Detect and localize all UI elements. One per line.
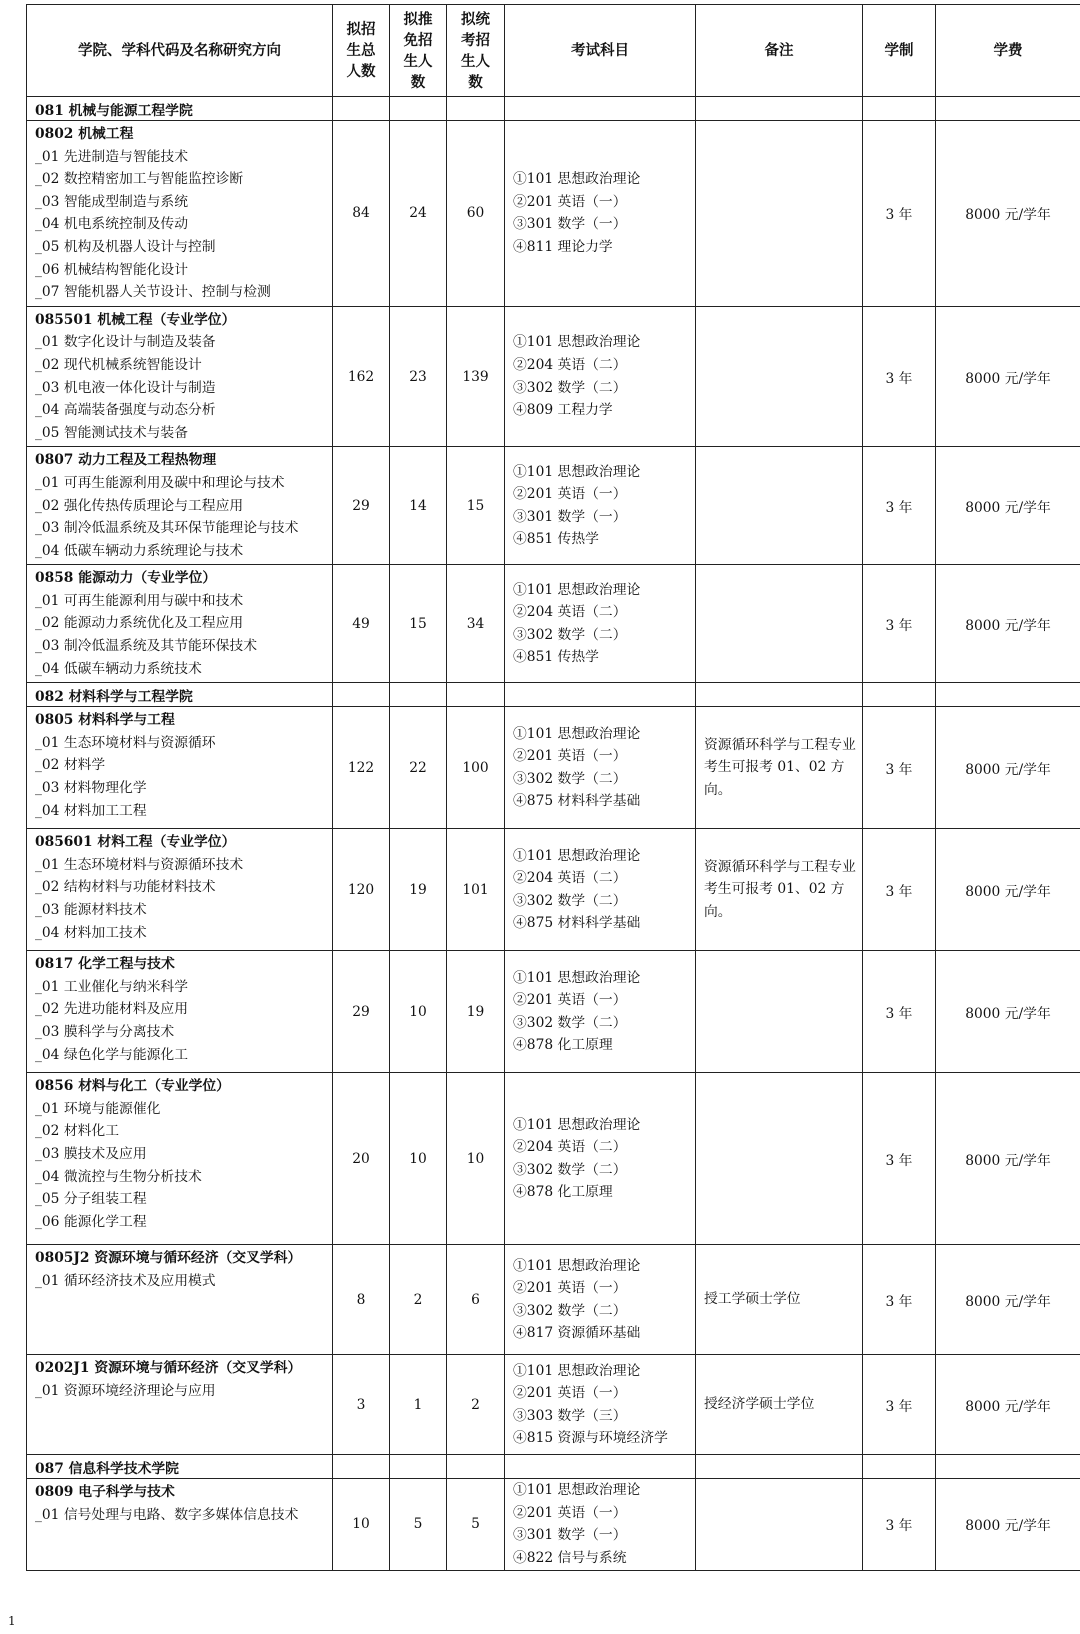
research-direction: _04 材料加工工程	[35, 802, 147, 819]
exam-subject: ④878 化工原理	[513, 1184, 613, 1201]
exam-subject: ②201 英语（一）	[513, 992, 627, 1009]
exam-subject: ③302 数学（二）	[513, 626, 627, 643]
duration-cell: 3 年	[863, 951, 936, 1073]
admissions-table	[26, 4, 1080, 1571]
notes-cell	[696, 1073, 863, 1245]
page-number: 1	[8, 1614, 16, 1628]
header-exempt: 拟推免招生人数	[390, 5, 447, 97]
tuition-cell: 8000 元/学年	[936, 121, 1080, 307]
notes-cell	[696, 951, 863, 1073]
exam-subject: ②204 英语（二）	[513, 356, 627, 373]
exam-subject: ②204 英语（二）	[513, 604, 627, 621]
notes-cell: 授工学硕士学位	[696, 1245, 863, 1355]
exam-subject: ③302 数学（二）	[513, 1161, 627, 1178]
total-count: 162	[333, 306, 390, 447]
empty-cell	[390, 97, 447, 121]
duration-cell: 3 年	[863, 306, 936, 447]
research-direction: _03 膜技术及应用	[35, 1146, 147, 1163]
duration-cell: 3 年	[863, 447, 936, 565]
exam-subjects-cell	[505, 829, 696, 951]
exam-subject: ①101 思想政治理论	[513, 463, 641, 480]
exam-subject: ②201 英语（一）	[513, 748, 627, 765]
exam-subject: ④817 资源循环基础	[513, 1325, 641, 1342]
program-cell	[27, 1479, 333, 1570]
exam-subject: ③302 数学（二）	[513, 1302, 627, 1319]
duration-cell: 3 年	[863, 829, 936, 951]
empty-cell	[863, 683, 936, 707]
research-direction: _05 智能测试技术与装备	[35, 424, 189, 441]
research-direction: _07 智能机器人关节设计、控制与检测	[35, 284, 271, 301]
tuition-cell: 8000 元/学年	[936, 951, 1080, 1073]
exam-subjects-cell	[505, 447, 696, 565]
exam-subject: ②201 英语（一）	[513, 1280, 627, 1297]
research-direction: _03 智能成型制造与系统	[35, 193, 189, 210]
program-title: 0805J2 资源环境与循环经济（交叉学科）	[35, 1250, 302, 1267]
tuition-cell: 8000 元/学年	[936, 306, 1080, 447]
empty-cell	[696, 683, 863, 707]
duration-cell: 3 年	[863, 121, 936, 307]
exam-subject: ④851 传热学	[513, 649, 599, 666]
exam-subjects-cell	[505, 951, 696, 1073]
program-row	[27, 707, 1080, 829]
duration-cell: 3 年	[863, 707, 936, 829]
exam-subject: ③301 数学（一）	[513, 216, 627, 233]
exam-count: 2	[447, 1355, 505, 1455]
research-direction: _03 机电液一体化设计与制造	[35, 379, 216, 396]
exam-subjects-cell	[505, 1355, 696, 1455]
tuition-cell: 8000 元/学年	[936, 1245, 1080, 1355]
empty-cell	[696, 97, 863, 121]
exam-subject: ③301 数学（一）	[513, 508, 627, 525]
exam-subject: ②201 英语（一）	[513, 1504, 627, 1521]
program-title: 0807 动力工程及工程热物理	[35, 452, 217, 469]
total-count: 20	[333, 1073, 390, 1245]
exam-subject: ②204 英语（二）	[513, 1139, 627, 1156]
exam-subject: ④809 工程力学	[513, 402, 613, 419]
research-direction: _01 可再生能源利用与碳中和技术	[35, 592, 244, 609]
exam-subject: ④875 材料科学基础	[513, 915, 641, 932]
exam-subject: ①101 思想政治理论	[513, 1257, 641, 1274]
research-direction: _01 生态环境材料与资源循环技术	[35, 856, 244, 873]
college-row	[27, 683, 1080, 707]
exam-subject: ①101 思想政治理论	[513, 1482, 641, 1499]
research-direction: _05 机构及机器人设计与控制	[35, 238, 216, 255]
exam-subject: ①101 思想政治理论	[513, 171, 641, 188]
exam-subjects-cell	[505, 121, 696, 307]
college-name: 087 信息科学技术学院	[27, 1455, 333, 1479]
program-row	[27, 306, 1080, 447]
program-row	[27, 1355, 1080, 1455]
notes-cell	[696, 447, 863, 565]
program-title: 0858 能源动力（专业学位）	[35, 570, 217, 587]
program-cell	[27, 951, 333, 1073]
exam-subject: ④815 资源与环境经济学	[513, 1430, 668, 1447]
header-tuition: 学费	[936, 5, 1080, 97]
program-cell	[27, 707, 333, 829]
exam-subject: ①101 思想政治理论	[513, 334, 641, 351]
research-direction: _04 绿色化学与能源化工	[35, 1046, 189, 1063]
header-duration: 学制	[863, 5, 936, 97]
notes-cell: 资源循环科学与工程专业考生可报考 01、02 方向。	[696, 829, 863, 951]
program-title: 0805 材料科学与工程	[35, 712, 175, 729]
tuition-cell: 8000 元/学年	[936, 565, 1080, 683]
exam-subjects-cell	[505, 1245, 696, 1355]
empty-cell	[333, 97, 390, 121]
header-row	[27, 5, 1080, 97]
program-cell	[27, 121, 333, 307]
program-row	[27, 447, 1080, 565]
program-row	[27, 121, 1080, 307]
notes-cell: 资源循环科学与工程专业考生可报考 01、02 方向。	[696, 707, 863, 829]
exam-subject: ①101 思想政治理论	[513, 1116, 641, 1133]
exam-count: 100	[447, 707, 505, 829]
program-row	[27, 1245, 1080, 1355]
research-direction: _03 制冷低温系统及其环保节能理论与技术	[35, 520, 299, 537]
exam-subject: ③302 数学（二）	[513, 892, 627, 909]
exam-subject: ①101 思想政治理论	[513, 581, 641, 598]
program-cell	[27, 565, 333, 683]
program-row	[27, 951, 1080, 1073]
exam-count: 60	[447, 121, 505, 307]
college-name: 082 材料科学与工程学院	[27, 683, 333, 707]
header-total: 拟招生总人数	[333, 5, 390, 97]
research-direction: _01 工业催化与纳米科学	[35, 978, 189, 995]
notes-cell	[696, 306, 863, 447]
tuition-cell: 8000 元/学年	[936, 829, 1080, 951]
program-title: 0817 化学工程与技术	[35, 956, 175, 973]
program-row	[27, 565, 1080, 683]
research-direction: _06 机械结构智能化设计	[35, 261, 189, 278]
empty-cell	[696, 1455, 863, 1479]
research-direction: _03 膜科学与分离技术	[35, 1024, 175, 1041]
program-title: 0856 材料与化工（专业学位）	[35, 1078, 230, 1095]
empty-cell	[863, 1455, 936, 1479]
empty-cell	[505, 97, 696, 121]
exam-subject: ①101 思想政治理论	[513, 847, 641, 864]
research-direction: _04 高端装备强度与动态分析	[35, 402, 216, 419]
notes-cell: 授经济学硕士学位	[696, 1355, 863, 1455]
exempt-count: 5	[390, 1479, 447, 1570]
tuition-cell: 8000 元/学年	[936, 447, 1080, 565]
notes-cell	[696, 121, 863, 307]
duration-cell: 3 年	[863, 1073, 936, 1245]
exam-count: 6	[447, 1245, 505, 1355]
exam-subject: ③302 数学（二）	[513, 770, 627, 787]
research-direction: _01 可再生能源利用及碳中和理论与技术	[35, 474, 285, 491]
empty-cell	[447, 1455, 505, 1479]
research-direction: _03 能源材料技术	[35, 902, 147, 919]
program-cell	[27, 1073, 333, 1245]
exam-subjects-cell	[505, 565, 696, 683]
program-cell	[27, 829, 333, 951]
duration-cell: 3 年	[863, 1245, 936, 1355]
empty-cell	[505, 1455, 696, 1479]
duration-cell: 3 年	[863, 565, 936, 683]
exam-subject: ②201 英语（一）	[513, 1385, 627, 1402]
exam-count: 101	[447, 829, 505, 951]
research-direction: _04 低碳车辆动力系统理论与技术	[35, 542, 244, 559]
research-direction: _01 循环经济技术及应用模式	[35, 1272, 216, 1289]
empty-cell	[505, 683, 696, 707]
exam-subject: ②201 英语（一）	[513, 486, 627, 503]
exam-subject: ④811 理论力学	[513, 238, 613, 255]
program-cell	[27, 1355, 333, 1455]
exam-subject: ①101 思想政治理论	[513, 725, 641, 742]
research-direction: _04 低碳车辆动力系统技术	[35, 660, 202, 677]
research-direction: _02 强化传热传质理论与工程应用	[35, 497, 244, 514]
notes-cell	[696, 1479, 863, 1570]
total-count: 84	[333, 121, 390, 307]
exam-subject: ④878 化工原理	[513, 1037, 613, 1054]
empty-cell	[447, 683, 505, 707]
exam-count: 15	[447, 447, 505, 565]
research-direction: _02 现代机械系统智能设计	[35, 356, 202, 373]
exempt-count: 10	[390, 951, 447, 1073]
table-body	[27, 97, 1080, 1571]
exam-subject: ①101 思想政治理论	[513, 1362, 641, 1379]
exempt-count: 14	[390, 447, 447, 565]
duration-cell: 3 年	[863, 1355, 936, 1455]
exam-count: 10	[447, 1073, 505, 1245]
exam-subject: ②204 英语（二）	[513, 870, 627, 887]
empty-cell	[863, 97, 936, 121]
college-name: 081 机械与能源工程学院	[27, 97, 333, 121]
exempt-count: 15	[390, 565, 447, 683]
exempt-count: 2	[390, 1245, 447, 1355]
program-row	[27, 1073, 1080, 1245]
header-exam: 拟统考招生人数	[447, 5, 505, 97]
research-direction: _04 机电系统控制及传动	[35, 216, 189, 233]
research-direction: _02 材料学	[35, 757, 106, 774]
empty-cell	[936, 1455, 1080, 1479]
total-count: 29	[333, 951, 390, 1073]
duration-cell: 3 年	[863, 1479, 936, 1570]
college-row	[27, 1455, 1080, 1479]
research-direction: _01 生态环境材料与资源循环	[35, 734, 216, 751]
exam-count: 139	[447, 306, 505, 447]
research-direction: _04 微流控与生物分析技术	[35, 1168, 202, 1185]
header-notes: 备注	[696, 5, 863, 97]
program-title: 0802 机械工程	[35, 126, 134, 142]
tuition-cell: 8000 元/学年	[936, 1479, 1080, 1570]
exempt-count: 19	[390, 829, 447, 951]
empty-cell	[333, 683, 390, 707]
research-direction: _04 材料加工技术	[35, 924, 147, 941]
research-direction: _03 制冷低温系统及其节能环保技术	[35, 638, 257, 655]
empty-cell	[447, 97, 505, 121]
research-direction: _02 结构材料与功能材料技术	[35, 879, 216, 896]
research-direction: _05 分子组装工程	[35, 1191, 147, 1208]
college-row	[27, 97, 1080, 121]
research-direction: _06 能源化学工程	[35, 1213, 147, 1230]
exam-count: 34	[447, 565, 505, 683]
program-cell	[27, 447, 333, 565]
program-cell	[27, 306, 333, 447]
exam-subject: ③303 数学（三）	[513, 1407, 627, 1424]
exam-count: 19	[447, 951, 505, 1073]
total-count: 29	[333, 447, 390, 565]
research-direction: _01 环境与能源催化	[35, 1100, 161, 1117]
empty-cell	[390, 1455, 447, 1479]
exam-subject: ③301 数学（一）	[513, 1527, 627, 1544]
empty-cell	[390, 683, 447, 707]
research-direction: _02 数控精密加工与智能监控诊断	[35, 171, 244, 188]
exam-subject: ④851 传热学	[513, 531, 599, 548]
program-row	[27, 829, 1080, 951]
research-direction: _01 数字化设计与制造及装备	[35, 334, 216, 351]
research-direction: _01 资源环境经济理论与应用	[35, 1382, 216, 1399]
total-count: 120	[333, 829, 390, 951]
program-title: 085501 机械工程（专业学位）	[35, 311, 236, 328]
exam-subjects-cell	[505, 707, 696, 829]
research-direction: _02 能源动力系统优化及工程应用	[35, 615, 244, 632]
total-count: 8	[333, 1245, 390, 1355]
tuition-cell: 8000 元/学年	[936, 1355, 1080, 1455]
exempt-count: 10	[390, 1073, 447, 1245]
exam-subject: ①101 思想政治理论	[513, 969, 641, 986]
research-direction: _01 信号处理与电路、数字多媒体信息技术	[35, 1506, 299, 1523]
exempt-count: 22	[390, 707, 447, 829]
empty-cell	[936, 97, 1080, 121]
exam-subject: ③302 数学（二）	[513, 379, 627, 396]
exam-subject: ④875 材料科学基础	[513, 793, 641, 810]
research-direction: _02 先进功能材料及应用	[35, 1001, 189, 1018]
notes-cell	[696, 565, 863, 683]
total-count: 122	[333, 707, 390, 829]
exam-subject: ④822 信号与系统	[513, 1550, 627, 1567]
exempt-count: 24	[390, 121, 447, 307]
exam-subjects-cell	[505, 306, 696, 447]
header-subjects: 考试科目	[505, 5, 696, 97]
tuition-cell: 8000 元/学年	[936, 707, 1080, 829]
total-count: 10	[333, 1479, 390, 1570]
empty-cell	[333, 1455, 390, 1479]
exempt-count: 1	[390, 1355, 447, 1455]
program-title: 0809 电子科学与技术	[35, 1484, 175, 1501]
empty-cell	[936, 683, 1080, 707]
header-program: 学院、学科代码及名称研究方向	[27, 5, 333, 97]
program-cell	[27, 1245, 333, 1355]
exam-subject: ②201 英语（一）	[513, 193, 627, 210]
research-direction: _01 先进制造与智能技术	[35, 148, 189, 165]
exam-subject: ③302 数学（二）	[513, 1014, 627, 1031]
research-direction: _03 材料物理化学	[35, 780, 147, 797]
research-direction: _02 材料化工	[35, 1123, 120, 1140]
exempt-count: 23	[390, 306, 447, 447]
exam-subjects-cell	[505, 1479, 696, 1570]
total-count: 3	[333, 1355, 390, 1455]
exam-subjects-cell	[505, 1073, 696, 1245]
program-title: 085601 材料工程（专业学位）	[35, 834, 236, 851]
tuition-cell: 8000 元/学年	[936, 1073, 1080, 1245]
total-count: 49	[333, 565, 390, 683]
program-row	[27, 1479, 1080, 1570]
program-title: 0202J1 资源环境与循环经济（交叉学科）	[35, 1360, 302, 1377]
exam-count: 5	[447, 1479, 505, 1570]
